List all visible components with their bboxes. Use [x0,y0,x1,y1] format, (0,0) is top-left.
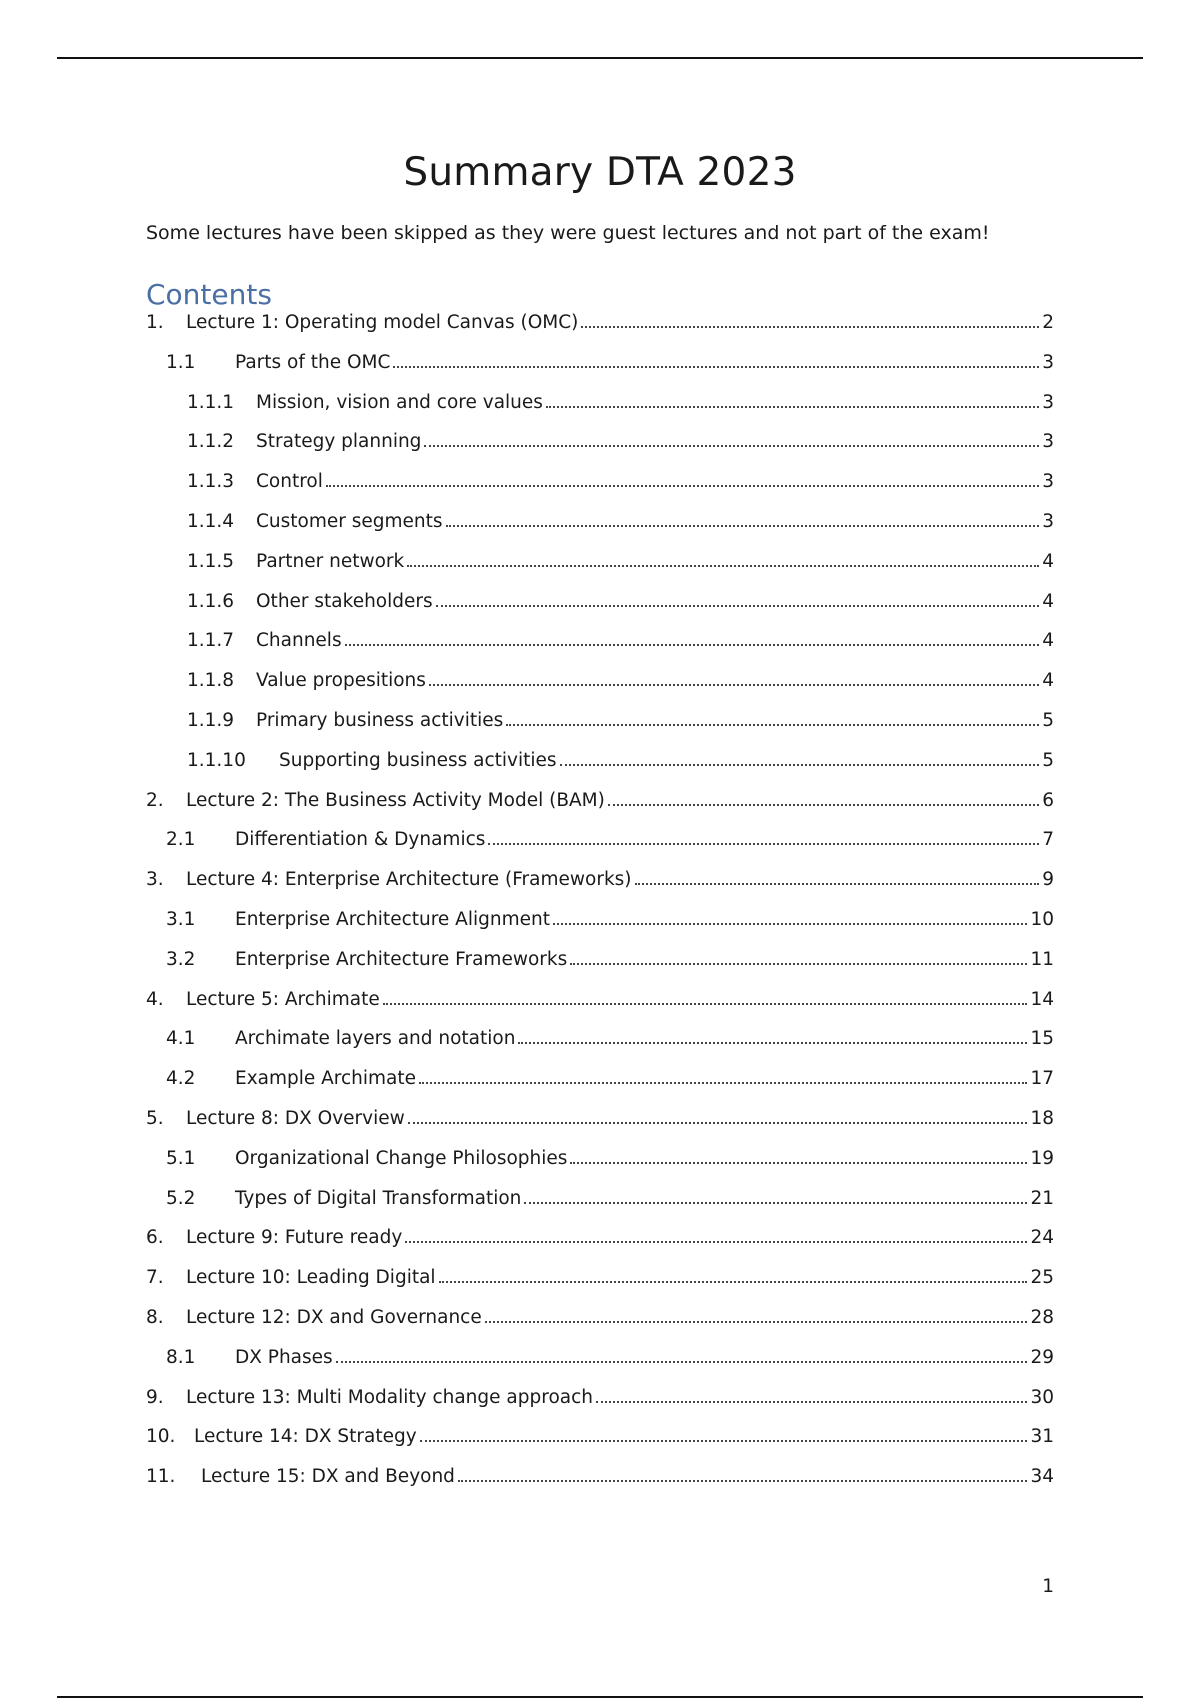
toc-number: 4.2 [166,1068,196,1090]
toc-page: 24 [1030,1227,1054,1249]
toc-page: 29 [1030,1346,1054,1368]
toc-label: Example Archimate [235,1068,417,1090]
toc-number: 5.1 [166,1147,196,1169]
toc-page: 31 [1030,1426,1054,1448]
toc-entry[interactable] [146,1426,1054,1466]
toc-number: 1.1 [166,351,196,373]
toc-number: 4. [146,988,164,1010]
toc-label: Supporting business activities [279,749,557,771]
toc-page: 3 [1042,510,1054,532]
toc-page: 5 [1042,749,1054,771]
intro-note: Some lectures have been skipped as they were guest lectures and not part of the exam! [146,222,990,244]
toc-leader [420,1440,1028,1442]
toc-entry[interactable] [146,312,1054,352]
toc-label: Strategy planning [256,431,422,453]
toc-leader [393,366,1039,368]
toc-number: 3. [146,869,164,891]
toc-number: 1.1.1 [187,391,235,413]
toc-entry[interactable] [146,352,1054,392]
toc-leader [488,843,1039,845]
toc-label: Lecture 1: Operating model Canvas (OMC) [186,312,579,333]
toc-entry[interactable] [146,1028,1054,1068]
toc-label: Lecture 15: DX and Beyond [201,1466,455,1488]
toc-leader [570,1162,1027,1164]
toc-number: 8. [146,1306,164,1328]
toc-leader [553,923,1027,925]
toc-label: Parts of the OMC [235,351,391,373]
toc-leader [345,644,1040,646]
toc-entry[interactable] [146,630,1054,670]
toc-leader [458,1480,1028,1482]
toc-leader [581,326,1039,328]
toc-page: 11 [1030,948,1054,970]
toc-page: 15 [1030,1028,1054,1050]
toc-page: 34 [1030,1466,1054,1488]
toc-number: 6. [146,1227,164,1249]
toc-leader [608,804,1039,806]
toc-page: 4 [1042,550,1054,572]
toc-leader [485,1321,1028,1323]
toc-entry[interactable] [146,1347,1054,1387]
document-title: Summary DTA 2023 [403,150,797,195]
toc-label: Lecture 12: DX and Governance [186,1306,482,1328]
toc-leader [446,525,1040,527]
toc-number: 1. [146,312,164,333]
toc-page: 4 [1042,670,1054,692]
toc-number: 4.1 [166,1028,196,1050]
toc-entry[interactable] [146,1387,1054,1427]
toc-entry[interactable] [146,989,1054,1029]
toc-number: 1.1.9 [187,709,235,731]
toc-number: 5.2 [166,1187,196,1209]
toc-label: Other stakeholders [256,590,433,612]
toc-number: 1.1.3 [187,471,235,493]
toc-label: Differentiation & Dynamics [235,829,486,851]
toc-leader [408,1122,1028,1124]
toc-number: 5. [146,1107,164,1129]
toc-page: 9 [1042,869,1054,891]
toc-entry[interactable] [146,790,1054,830]
toc-number: 9. [146,1386,164,1408]
toc-number: 1.1.5 [187,550,235,572]
toc-leader [383,1003,1028,1005]
toc-label: Partner network [256,550,405,572]
toc-leader [506,724,1039,726]
toc-number: 11. [146,1466,176,1488]
toc-page: 4 [1042,590,1054,612]
toc-label: Control [256,471,323,493]
toc-page: 14 [1030,988,1054,1010]
table-of-contents [146,312,1054,1506]
toc-label: Archimate layers and notation [235,1028,516,1050]
toc-label: Types of Digital Transformation [235,1187,522,1209]
toc-entry[interactable] [146,670,1054,710]
toc-page: 5 [1042,709,1054,731]
toc-leader [405,1241,1027,1243]
toc-page: 30 [1030,1386,1054,1408]
toc-entry[interactable] [146,511,1054,551]
footer-rule [57,1696,1143,1698]
toc-leader [546,406,1039,408]
toc-label: Lecture 2: The Business Activity Model (BAM) [186,789,605,811]
toc-entry[interactable] [146,909,1054,949]
toc-entry[interactable] [146,710,1054,750]
toc-page: 10 [1030,908,1054,930]
toc-leader [419,1082,1027,1084]
toc-page: 19 [1030,1147,1054,1169]
header-rule [57,57,1143,59]
toc-entry[interactable] [146,1466,1054,1506]
toc-number: 1.1.6 [187,590,235,612]
toc-number: 10. [146,1426,176,1448]
toc-leader [524,1202,1027,1204]
toc-entry[interactable] [146,1068,1054,1108]
toc-leader [326,485,1039,487]
toc-entry[interactable] [146,829,1054,869]
toc-number: 1.1.8 [187,670,235,692]
toc-entry[interactable] [146,431,1054,471]
toc-label: Channels [256,630,342,652]
toc-label: Lecture 10: Leading Digital [186,1267,436,1289]
toc-number: 8.1 [166,1346,196,1368]
toc-entry[interactable] [146,750,1054,790]
toc-label: DX Phases [235,1346,333,1368]
toc-label: Primary business activities [256,709,504,731]
toc-entry[interactable] [146,1108,1054,1148]
toc-page: 3 [1042,351,1054,373]
toc-label: Organizational Change Philosophies [235,1147,568,1169]
toc-entry[interactable] [146,392,1054,432]
toc-number: 2. [146,789,164,811]
toc-entry[interactable] [146,949,1054,989]
toc-entry[interactable] [146,1307,1054,1347]
toc-page: 7 [1042,829,1054,851]
toc-leader [429,684,1039,686]
toc-entry[interactable] [146,1188,1054,1228]
toc-leader [635,883,1040,885]
toc-label: Value propesitions [256,670,426,692]
toc-entry[interactable] [146,1227,1054,1267]
toc-page: 3 [1042,431,1054,453]
toc-page: 3 [1042,391,1054,413]
toc-number: 1.1.2 [187,431,235,453]
toc-page: 4 [1042,630,1054,652]
toc-page: 28 [1030,1306,1054,1328]
toc-entry[interactable] [146,471,1054,511]
toc-number: 1.1.10 [187,749,246,771]
toc-leader [407,565,1039,567]
page-number: 1 [1042,1576,1054,1597]
toc-label: Enterprise Architecture Frameworks [235,948,568,970]
toc-leader [424,445,1039,447]
toc-leader [336,1361,1028,1363]
toc-label: Enterprise Architecture Alignment [235,908,550,930]
toc-entry[interactable] [146,1148,1054,1188]
toc-leader [560,764,1040,766]
toc-leader [436,605,1040,607]
toc-number: 3.1 [166,908,196,930]
toc-page: 17 [1030,1068,1054,1090]
toc-label: Mission, vision and core values [256,391,543,413]
toc-label: Customer segments [256,510,443,532]
toc-page: 3 [1042,471,1054,493]
toc-leader [518,1042,1027,1044]
toc-label: Lecture 5: Archimate [186,988,380,1010]
toc-page: 6 [1042,789,1054,811]
toc-page: 21 [1030,1187,1054,1209]
toc-page: 25 [1030,1267,1054,1289]
toc-number: 2.1 [166,829,196,851]
toc-entry[interactable] [146,591,1054,631]
toc-label: Lecture 9: Future ready [186,1227,403,1249]
toc-entry[interactable] [146,869,1054,909]
toc-entry[interactable] [146,1267,1054,1307]
toc-page: 2 [1042,312,1054,333]
toc-entry[interactable] [146,551,1054,591]
toc-leader [570,963,1027,965]
toc-label: Lecture 4: Enterprise Architecture (Frameworks) [186,869,632,891]
toc-label: Lecture 14: DX Strategy [194,1426,417,1448]
toc-label: Lecture 8: DX Overview [186,1107,405,1129]
contents-heading: Contents [146,278,272,311]
toc-label: Lecture 13: Multi Modality change approach [186,1386,593,1408]
toc-leader [596,1401,1027,1403]
toc-leader [439,1281,1028,1283]
toc-number: 7. [146,1267,164,1289]
toc-number: 1.1.7 [187,630,235,652]
toc-number: 1.1.4 [187,510,235,532]
toc-page: 18 [1030,1107,1054,1129]
toc-number: 3.2 [166,948,196,970]
